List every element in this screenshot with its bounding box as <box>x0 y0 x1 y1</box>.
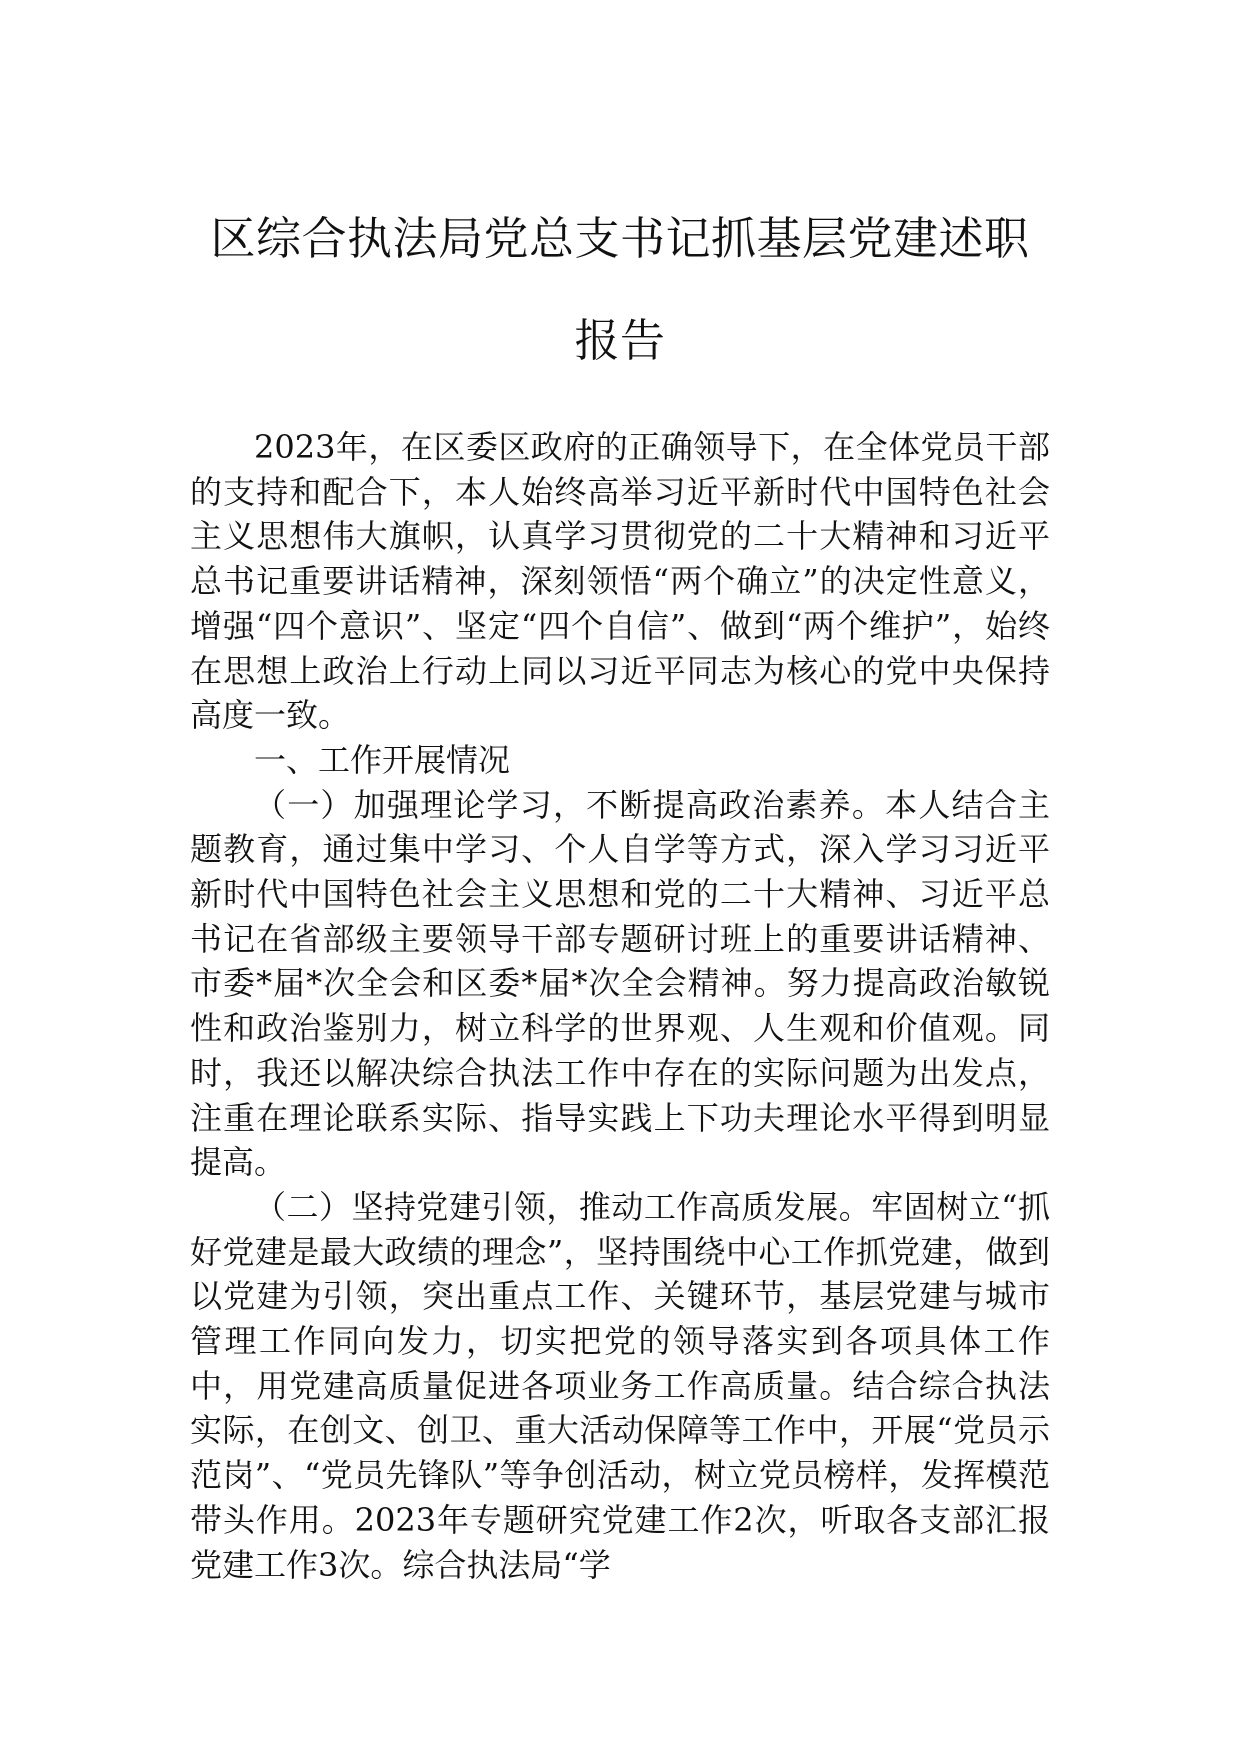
document-title <box>160 188 1080 392</box>
title-line-2: 报告 <box>574 314 666 367</box>
title-line-1: 区综合执法局党总支书记抓基层党建述职 <box>210 212 1030 265</box>
paragraph-theory-study: （一）加强理论学习，不断提高政治素养。本人结合主题教育，通过集中学习、个人自学等方式，深入学习习近平新时代中国特色社会主义思想和党的二十大精神、习近平总书记在省部级主要领导干部专题研讨班上的重要讲话精神、市委*届*次全会和区委*届*次全会精神。努力提高政治敏锐性和政治鉴别力，树立科学的世界观、人生观和价值观。同时，我还以解决综合执法工作中存在的实际问题为出发点，注重在理论联系实际、指导实践上下功夫理论水平得到明显提高。 <box>190 785 1050 1182</box>
paragraph-party-building: （二）坚持党建引领，推动工作高质发展。牢固树立“抓好党建是最大政绩的理念”，坚持围绕中心工作抓党建，做到以党建为引领，突出重点工作、关键环节，基层党建与城市管理工作同向发力，切实把党的领导落实到各项具体工作中，用党建高质量促进各项业务工作高质量。结合综合执法实际，在创文、创卫、重大活动保障等工作中，开展“党员示范岗”、“党员先锋队”等争创活动，树立党员榜样，发挥模范带头作用。2023年专题研究党建工作2次，听取各支部汇报党建工作3次。综合执法局“学 <box>190 1187 1050 1584</box>
paragraph-intro: 2023年，在区委区政府的正确领导下，在全体党员干部的支持和配合下，本人始终高举习近平新时代中国特色社会主义思想伟大旗帜，认真学习贯彻党的二十大精神和习近平总书记重要讲话精神，深刻领悟“两个确立”的决定性意义，增强“四个意识”、坚定“四个自信”、做到“两个维护”，始终在思想上政治上行动上同以习近平同志为核心的党中央保持高度一致。 <box>190 428 1050 735</box>
document-body <box>190 425 1050 1587</box>
section-heading-work-status: 一、工作开展情况 <box>254 740 511 779</box>
